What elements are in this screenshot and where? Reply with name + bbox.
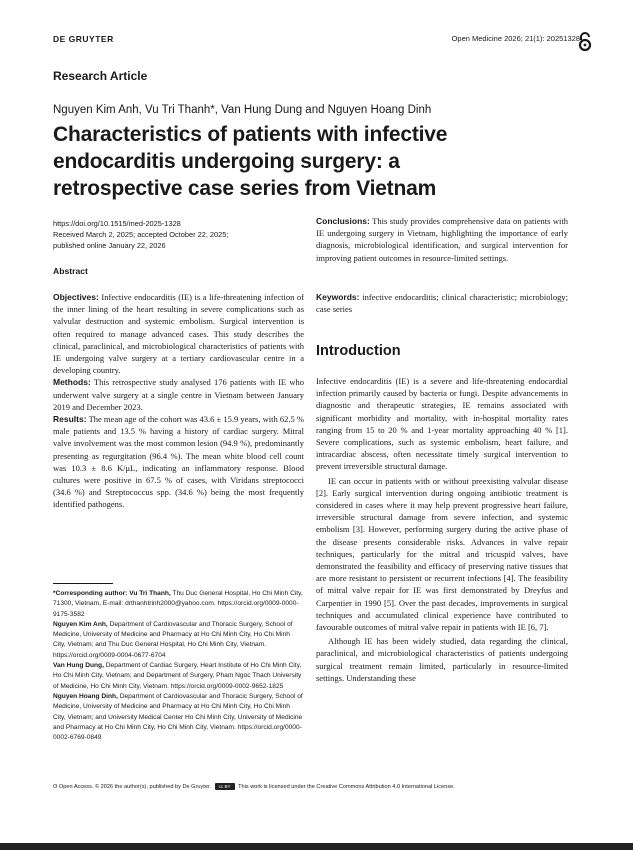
article-type: Research Article xyxy=(53,69,148,83)
author-footnotes xyxy=(53,589,304,743)
article-metadata xyxy=(53,219,293,251)
footnote-corresponding: *Corresponding author: Vu Tri Thanh, Thu Duc General Hospital, Ho Chi Minh City, 71300, Vietnam, E-mail: drthanhtrinh2000@yahoo.com. https://orcid.org/0009-0000-9175-3582 xyxy=(53,590,303,618)
abstract-results: Results: The mean age of the cohort was 43.6 ± 15.9 years, with 62.5 % male patients and 13.5 % having a history of cardiac surgery. Mitral valve involvement was the most common lesion (94.9 %), predominantly presenting as regurgitation (96.4 %). The mean white blood cell count was 10.3 ± 8.6 K/μL, indicating an inflammatory response. Blood cultures were positive in 67.5 % of cases, with Viridans streptococci (34.6 %) and Streptococcus spp. (34.6 %) being the most frequently identified pathogens. xyxy=(53,414,304,510)
published-date: published online January 22, 2026 xyxy=(53,240,166,250)
intro-paragraph: IE can occur in patients with or without preexisting valvular disease [2]. Early surgical intervention during ongoing antibiotic treatment is considered in cases where it may help prevent progressive heart failure, irreversible structural damage from severe infection, and systemic embolism [3]. However, performing surgery during the active phase of the disease presents considerable risks. Advances in valve repair techniques, particularly for the mitral and tricuspid valves, have demonstrated the feasibility and efficacy of preserving native tissues that are more resistant to persistent or recurrent infections [4]. The feasibility of mitral valve repair for IE was first demonstrated by Dreyfus and Carpentier in 1990 [5]. Over the past decades, improvements in surgical techniques and accumulated clinical experience have contributed to favourable outcomes of mitral valve repair in patients with IE [6, 7]. xyxy=(316,475,568,633)
footnote-author: Van Hung Dung, Department of Cardiac Surgery, Heart Institute of Ho Chi Minh City, Ho Chi Minh City, Vietnam; and Department of Surgery, Pham Ngoc Thach University of Medicine, Ho Chi Minh City, Vietnam. https://orcid.org/0009-0002-9652-1825 xyxy=(53,662,302,690)
introduction-body xyxy=(316,375,568,684)
article-title: Characteristics of patients with infective endocarditis undergoing surgery: a retrospective case series from Vietnam xyxy=(53,123,448,200)
introduction-heading: Introduction xyxy=(316,343,401,359)
license-text: This work is licensed under the Creative Commons Attribution 4.0 International License. xyxy=(238,783,455,790)
abstract-heading: Abstract xyxy=(53,266,88,276)
open-access-icon xyxy=(577,32,593,52)
keywords: Keywords: infective endocarditis; clinical characteristic; microbiology; case series xyxy=(316,292,568,315)
received-date: Received March 2, 2025; accepted October 22, 2025; xyxy=(53,229,229,239)
copyright-text: Open Access. © 2026 the author(s), published by De Gruyter. xyxy=(58,783,212,790)
author-list: Nguyen Kim Anh, Vu Tri Thanh*, Van Hung Dung and Nguyen Hoang Dinh xyxy=(53,104,432,116)
license-line xyxy=(53,783,580,795)
open-access-small-icon: ʘ xyxy=(53,783,58,790)
footnote-divider xyxy=(53,583,113,584)
objectives-label: Objectives: xyxy=(53,292,99,302)
methods-label: Methods: xyxy=(53,377,91,388)
cc-by-badge[interactable]: cc BY xyxy=(215,783,235,790)
page-header xyxy=(53,34,580,46)
footnote-author: Nguyen Hoang Dinh, Department of Cardiovascular and Thoracic Surgery, School of Medicine, University of Medicine and Pharmacy at Ho Chi Minh City, Ho Chi Minh City, Vietnam; and University Medical Center Ho Chi Minh City, University of Medicine and Pharmacy at Ho Chi Minh City, Ho Chi Minh City, Vietnam. https://orcid.org/0000-0002-6769-0849 xyxy=(53,692,303,742)
doi-link[interactable]: https://doi.org/10.1515/med-2025-1328 xyxy=(53,219,181,228)
intro-paragraph: Infective endocarditis (IE) is a severe and life-threatening endocardial infection primarily caused by bacteria or fungi. Despite advancements in diagnostic and therapeutic strategies, IE remains associated with significant morbidity and mortality, with in-hospital mortality rates ranging from 15 to 20 % and 1-year mortality approaching 40 % [1]. Severe complications, such as systemic embolism, heart failure, and intracardiac abscess, often necessitate timely surgical intervention to prevent irreversible structural damage. xyxy=(316,376,568,472)
keywords-label: Keywords: xyxy=(316,292,360,302)
abstract-methods: Methods: This retrospective study analysed 176 patients with IE who underwent valve surgery at a single centre in Vietnam between January 2019 and December 2023. xyxy=(53,377,305,412)
results-label: Results: xyxy=(53,414,87,425)
conclusions-label: Conclusions: xyxy=(316,216,370,226)
abstract-objectives: Objectives: Infective endocarditis (IE) is a life-threatening infection of the inner lining of the heart resulting in severe complications such as valvular destruction and systemic embolism. Surgical intervention is often required to manage advanced cases. This study describes the clinical, paraclinical, and microbiological characteristics of patients with IE undergoing valve surgery at a tertiary cardiovascular centre in a developing country. xyxy=(53,292,304,376)
abstract-conclusions: Conclusions: This study provides comprehensive data on patients with IE undergoing surgery in Vietnam, highlighting the importance of early diagnosis, microbiological identification, and surgical intervention for improving patient outcomes in resource-limited settings. xyxy=(316,216,568,263)
intro-paragraph: Although IE has been widely studied, data regarding the clinical, paraclinical, and microbiological characteristics of patients undergoing surgical treatment remain limited, particularly in resource-limited settings. Understanding these xyxy=(316,636,568,683)
footnote-author: Nguyen Kim Anh, Department of Cardiovascular and Thoracic Surgery, School of Medicine, University of Medicine and Pharmacy at Ho Chi Minh City, Ho Chi Minh City, Vietnam; and Thu Duc General Hospital, Ho Chi Minh City, Vietnam. https://orcid.org/0009-0004-0677-6704 xyxy=(53,620,293,659)
abstract-body xyxy=(53,291,304,511)
page-bottom-band xyxy=(0,843,633,850)
publisher-name: DE GRUYTER xyxy=(53,34,114,44)
journal-citation: Open Medicine 2026; 21(1): 20251328 xyxy=(451,34,580,43)
